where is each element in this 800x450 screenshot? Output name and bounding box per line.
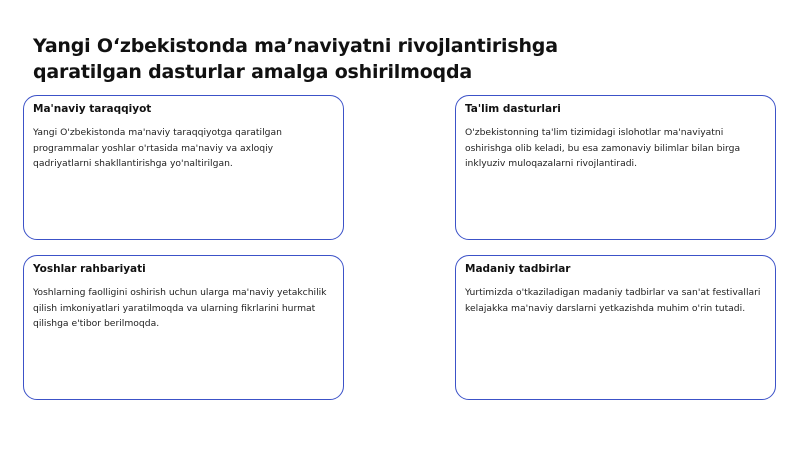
card-heading: Ta'lim dasturlari: [465, 103, 561, 115]
slide-title: Yangi Oʻzbekistonda maʼnaviyatni rivojlantirishga qaratilgan dasturlar amalga oshirilmoqda: [33, 35, 558, 83]
card-body-text: Yurtimizda o'tkaziladigan madaniy tadbirlar va san'at festivallari kelajakka ma'naviy darslarni yetkazishda muhim o'rin tutadi.: [465, 287, 761, 314]
card-body-text: Yangi O'zbekistonda ma'naviy taraqqiyotga qaratilgan programmalar yoshlar o'rtasida ma'naviy va axloqiy qadriyatlarni shakllantirishga yo'naltirilgan.: [33, 127, 282, 169]
card-heading: Yoshlar rahbariyati: [33, 263, 146, 275]
card-madaniy-tadbirlar: [455, 255, 776, 400]
card-talim-dasturlari: [455, 95, 776, 240]
card-heading: Madaniy tadbirlar: [465, 263, 571, 275]
card-yoshlar-rahbariyati: [23, 255, 344, 400]
card-manaviy-taraqqiyot: [23, 95, 344, 240]
card-body-text: O'zbekistonning ta'lim tizimidagi islohotlar ma'naviyatni oshirishga olib keladi, bu esa zamonaviy bilimlar bilan birga inklyuziv muloqazalarni rivojlantiradi.: [465, 127, 741, 169]
card-body-text: Yoshlarning faolligini oshirish uchun ularga ma'naviy yetakchilik qilish imkoniyatlari yaratilmoqda va ularning fikrlarini hurmat qilishga e'tibor berilmoqda.: [33, 287, 327, 329]
card-heading: Ma'naviy taraqqiyot: [33, 103, 152, 115]
